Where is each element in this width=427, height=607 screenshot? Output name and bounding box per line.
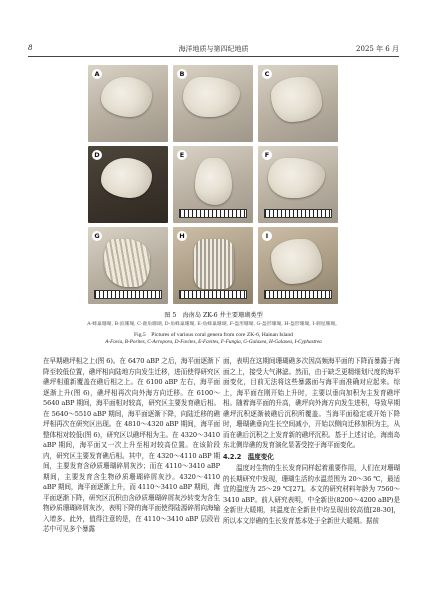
scale-ruler	[179, 209, 246, 218]
coral-specimen-image	[195, 158, 232, 204]
panel-letter: E	[177, 150, 187, 160]
scale-ruler	[179, 290, 246, 299]
coral-specimen-image	[104, 239, 150, 287]
body-column-left	[43, 356, 220, 586]
scale-ruler	[264, 290, 331, 299]
photo-panel-f	[258, 146, 338, 223]
figure-caption-genera: A-Favia, B-Porites, C-Acropora, D-Favites, E-Favites, F-Fungia, G-Galaxea, H-Galaxea, I-Cyphastrea	[105, 339, 322, 345]
panel-letter: C	[262, 69, 272, 79]
coral-specimen-image	[194, 239, 234, 288]
photo-panel-e	[173, 146, 253, 223]
panel-letter: H	[177, 231, 187, 241]
coral-photo-grid	[88, 65, 338, 305]
panel-letter: D	[92, 150, 102, 160]
photo-panel-b	[173, 65, 253, 142]
figure-caption-cn: 图 5 海南岛 ZK-6 井主要珊瑚类型	[164, 312, 263, 319]
panel-letter: A	[92, 69, 102, 79]
photo-panel-g	[88, 227, 168, 304]
panel-letter: G	[92, 231, 102, 241]
scale-ruler	[94, 290, 161, 299]
issue-date: 2025 年 6 月	[356, 45, 399, 53]
coral-specimen-image	[183, 77, 241, 117]
body-paragraph: 温度对生物的生长发育同样起着重要作用，人们在对珊瑚的长期研究中发现，珊瑚生活的水温范围为 20～36 ℃，最适宜的温度为 25～29 ℃[27]。本文的研究材料年龄为 7560～3410 aBP。前人研究表明，中全新世(8200～4200 aBP)是全新世大暖期，其温度在全新世中均呈现出较高值[28-30]，所以本文岸礁的生长发育基本处于全新世大暖期。据前	[223, 464, 400, 525]
page-number: 8	[28, 44, 33, 52]
body-column-right	[223, 356, 400, 586]
section-heading: 4.2.2 温度变化	[223, 452, 274, 461]
photo-panel-d	[88, 146, 168, 223]
coral-specimen-image	[271, 77, 322, 122]
coral-specimen-image	[268, 158, 326, 198]
scale-ruler	[264, 209, 331, 218]
panel-letter: B	[177, 69, 187, 79]
coral-specimen-image	[271, 239, 322, 284]
photo-panel-a	[88, 65, 168, 142]
figure-caption-cn-list: A-蜂巢珊瑚, B-滨珊瑚, C-鹿角珊瑚, D-角蜂巢珊瑚, E-角蜂巢珊瑚, F-盔形珊瑚, G-盔形珊瑚, H-盔形珊瑚, I-刺星珊瑚。	[87, 322, 340, 327]
body-paragraph: 在早期礁坪相之上(图 6)。在 6470 aBP 之后，海平面逐渐下降至较低位置，礁坪相向陆地方向发生迁移，进而使得研究区礁坪相重新覆盖在礁后相之上。在 6100 aBP 左右，海平面逐渐上升(图 6)，礁坪相再次向外海方向迁移。在 6100～5640 aBP 期间，海平面相对较高，研究区主要发育礁后相。在 5640～5510 aBP 期间，海平面逐渐下降，向陆迁移的礁坪相再次在研究区出现。在 4810～4320 aBP 期间，海平面整体相对较低(图 6)，研究区以礁坪相为主。在 4320～3410 aBP 期间，海平面又一次上升至相对较高位置。在该阶段内，研究区主要发育礁后相。其中，在 4320～4110 aBP 期间，主要发育含砂质珊瑚碎屑灰沙；而在 4110～3410 aBP 期间，主要发育含生物砂质珊瑚碎屑灰沙。4320～4110 aBP 期间，海平面逐渐上升，而 4110～3410 aBP 期间，海平面逐渐下降，研究区沉积由含砂质珊瑚碎屑灰沙转变为含生物砂质珊瑚碎屑灰沙，表明下降的海平面使得陆源碎屑向海输入增多。此外，值得注意的是，在 4110～3410 aBP 层段岩芯中可见多个暴露	[43, 357, 220, 533]
photo-panel-c	[258, 65, 338, 142]
panel-letter: I	[262, 231, 272, 241]
panel-letter: F	[262, 150, 272, 160]
journal-title: 海洋地质与第四纪地质	[178, 45, 249, 53]
photo-panel-i	[258, 227, 338, 304]
running-header	[28, 42, 399, 57]
coral-specimen-image	[101, 77, 152, 117]
body-paragraph: 面，表明在这期间珊瑚礁多次因高频海平面的下降而暴露于海面之上，接受大气淋滤。然而，由于缺乏更精细划尺度的海平面变化，目前无法将这些暴露面与海平面准确对应起来。综上，海平面在刚开始上升时，主要以垂向加积为主发育礁坪相。随着海平面的升高，礁坪向外海方向发生进积，导致早期礁坪沉积逐渐被礁后沉积所覆盖。当海平面稳定或开始下降时，珊瑚礁垂向生长空间减小，开始以侧向迁移加积为主，从而在礁后沉积之上发育新的礁坪沉积。基于上述讨论，海南岛东北侧岸礁的发育演化显著受控于海平面变化。	[223, 357, 400, 449]
photo-panel-h	[173, 227, 253, 304]
coral-specimen-image	[101, 158, 152, 198]
figure-caption-en: Fig.5 Pictures of various coral genera from core ZK-6, Hainan Island	[134, 332, 293, 338]
